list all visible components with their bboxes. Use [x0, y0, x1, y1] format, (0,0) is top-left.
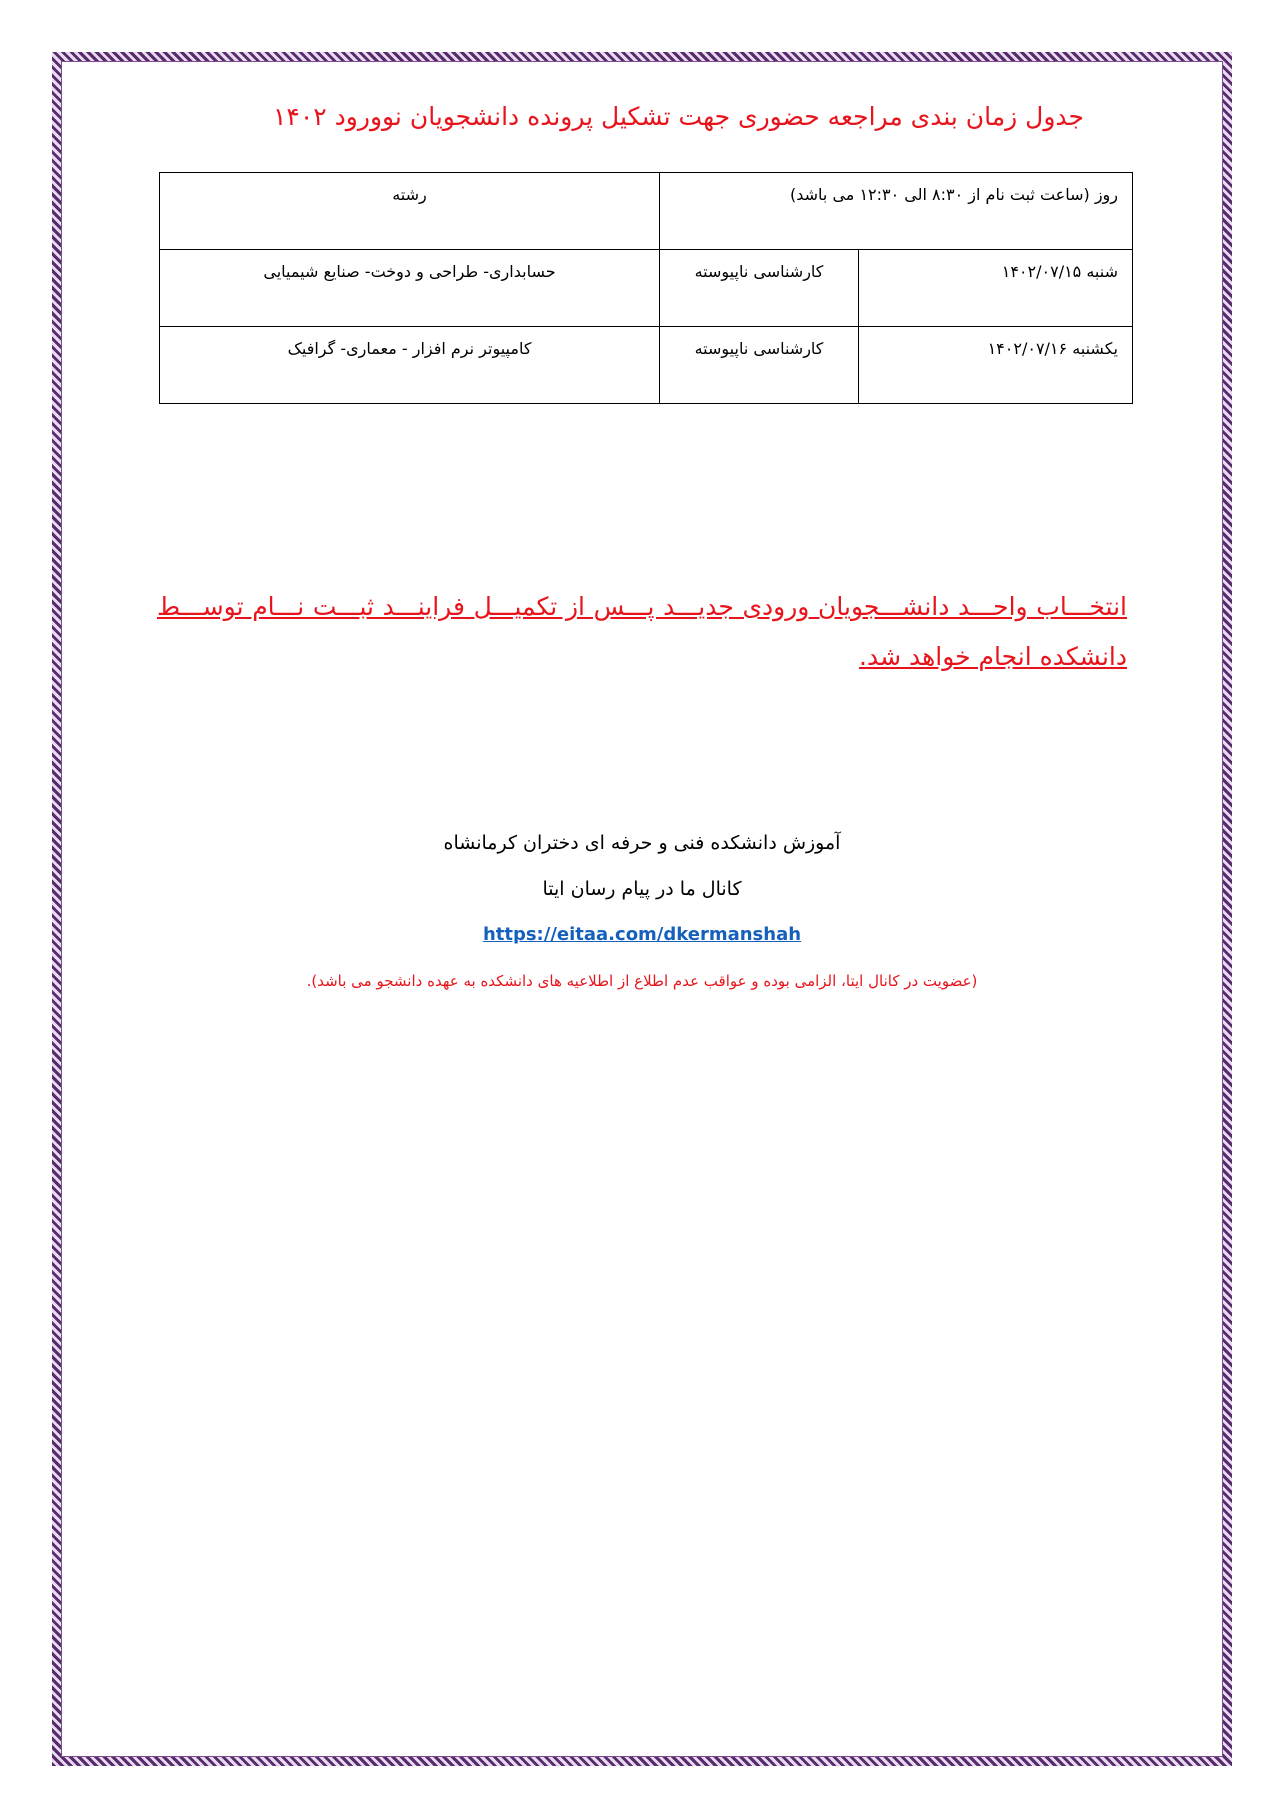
table-row [160, 250, 1133, 327]
day-cell: یکشنبه ۱۴۰۲/۰۷/۱۶ [859, 327, 1133, 404]
membership-note: (عضویت در کانال ایتا، الزامی بوده و عواقب عدم اطلاع از اطلاعیه های دانشکده به عهده دانشجو می باشد). [306, 972, 978, 990]
day-cell: شنبه ۱۴۰۲/۰۷/۱۵ [859, 250, 1133, 327]
degree-cell: کارشناسی ناپیوسته [660, 250, 859, 327]
document-title: جدول زمان بندی مراجعه حضوری جهت تشکیل پرونده دانشجویان نوورود ۱۴۰۲ [273, 102, 1084, 131]
channel-label: کانال ما در پیام رسان ایتا [542, 878, 742, 900]
header-day-cell: روز (ساعت ثبت نام از ۸:۳۰ الی ۱۲:۳۰ می باشد) [660, 173, 1133, 250]
schedule-table [159, 172, 1133, 404]
table-header-row [160, 173, 1133, 250]
eitaa-channel-link[interactable]: https://eitaa.com/dkermanshah [482, 924, 802, 945]
course-selection-notice: انتخـــاب واحـــد دانشـــجویان ورودی جدیـــد پـــس از تکمیـــل فراینـــد ثبـــت نـــام توســـط دانشکده انجام خواهد شد. [157, 592, 1127, 671]
degree-cell: کارشناسی ناپیوسته [660, 327, 859, 404]
department-name: آموزش دانشکده فنی و حرفه ای دختران کرمانشاه [443, 832, 841, 854]
page-border-frame [52, 52, 1232, 1766]
majors-cell: حسابداری- طراحی و دوخت- صنایع شیمیایی [160, 250, 660, 327]
header-major-cell: رشته [160, 173, 660, 250]
table-row [160, 327, 1133, 404]
majors-cell: کامپیوتر نرم افزار - معماری- گرافیک [160, 327, 660, 404]
